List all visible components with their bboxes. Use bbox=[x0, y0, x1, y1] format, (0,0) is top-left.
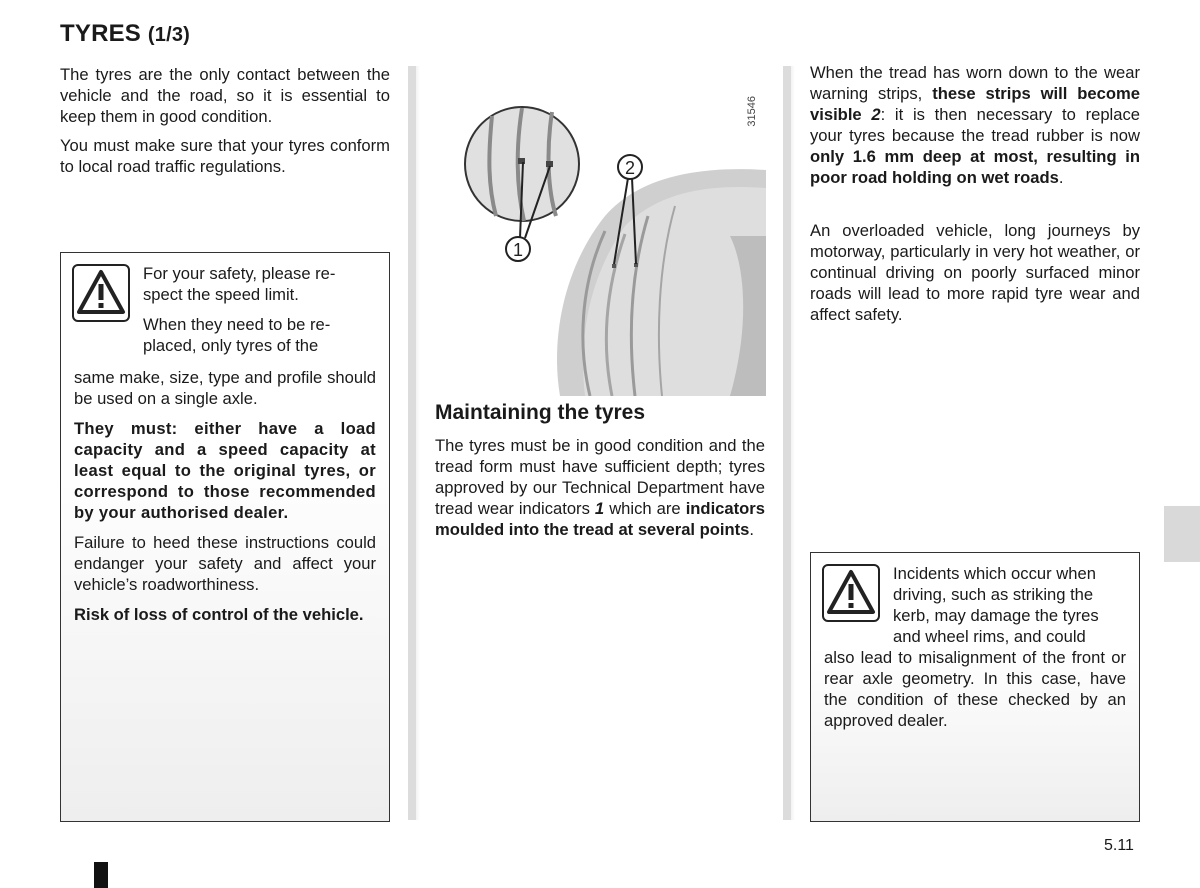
warning2-rest-text: also lead to misalignment of the front or rear axle geometry. In this case, have the condition of these checked by an approved dealer. bbox=[824, 648, 1126, 730]
title-part: (1/3) bbox=[147, 24, 191, 46]
warning2-line: Incidents which occur when bbox=[893, 564, 1096, 583]
warning1-line: placed, only tyres of the bbox=[143, 336, 319, 355]
page-title bbox=[60, 20, 190, 48]
figure-ref: 31546 bbox=[746, 96, 758, 127]
warning1-bold-requirement: They must: either have a load capacity and a speed capacity at least equal to the original tyres, or correspond to those recommended by your authorised dealer. bbox=[74, 419, 376, 522]
warning1-failure-text: Failure to heed these instructions could endanger your safety and affect your vehicle’s roadworthiness. bbox=[74, 533, 376, 594]
maintaining-paragraph bbox=[435, 435, 765, 540]
section-heading: Maintaining the tyres bbox=[435, 401, 646, 424]
callout-2: 2 bbox=[624, 158, 636, 178]
wear-text: When the tread has worn down to the wear warning strips, bbox=[810, 63, 1140, 103]
title-text: TYRES bbox=[60, 20, 142, 47]
safety-warning-box bbox=[60, 252, 390, 822]
intro-paragraph: The tyres are the only contact between the vehicle and the road, so it is essential to keep them in good condition. bbox=[60, 65, 390, 126]
wear-strips-paragraph bbox=[810, 62, 1140, 188]
warning1-line: When they need to be re- bbox=[143, 315, 331, 334]
incident-warning-box bbox=[810, 552, 1140, 822]
wear-text: : it is then necessary to replace your tyres because the tread rubber is now bbox=[810, 105, 1140, 145]
tyre-figure bbox=[430, 66, 766, 396]
tyre-wear-paragraph: An overloaded vehicle, long journeys by motorway, particularly in very hot weather, or continual driving on poorly surfaced minor roads will lead to more rapid tyre wear and affect safety. bbox=[810, 221, 1140, 324]
warning1-replacement-text: same make, size, type and profile should be used on a single axle. bbox=[74, 368, 376, 408]
warning-triangle-icon bbox=[822, 564, 880, 622]
wear-text: . bbox=[1058, 168, 1064, 187]
warning1-line: spect the speed limit. bbox=[143, 285, 299, 304]
warning2-line: and wheel rims, and could bbox=[893, 627, 1086, 646]
callout-1: 1 bbox=[512, 240, 524, 260]
warning2-line: driving, such as striking the bbox=[893, 585, 1094, 604]
wear-bold-text: only 1.6 mm deep at most, resulting in poor road holding on wet roads bbox=[810, 147, 1140, 187]
maintaining-bold-text: indicators moulded into the tread at several points bbox=[435, 499, 765, 539]
warning1-risk-text: Risk of loss of control of the vehicle. bbox=[74, 605, 364, 624]
section-tab bbox=[1164, 506, 1200, 562]
maintaining-text: The tyres must be in good condition and the tread form must have sufficient depth; tyres approved by our Technical Department have tread wear indicators bbox=[435, 436, 765, 518]
maintaining-text: . bbox=[749, 520, 755, 539]
maintaining-text: which are bbox=[604, 499, 686, 518]
page-number: 5.11 bbox=[1104, 837, 1134, 854]
column-divider bbox=[783, 66, 795, 820]
column-divider bbox=[408, 66, 420, 820]
warning-triangle-icon bbox=[72, 264, 130, 322]
warning2-line: kerb, may damage the tyres bbox=[893, 606, 1099, 625]
indicator-number: 1 bbox=[594, 499, 605, 518]
wear-bold-text: these strips will become visible bbox=[810, 84, 1140, 124]
crop-mark bbox=[94, 862, 108, 888]
warning1-line: For your safety, please re- bbox=[143, 264, 336, 283]
regulations-paragraph: You must make sure that your tyres conform to local road traffic regulations. bbox=[60, 136, 390, 176]
strip-number: 2 bbox=[871, 105, 881, 124]
